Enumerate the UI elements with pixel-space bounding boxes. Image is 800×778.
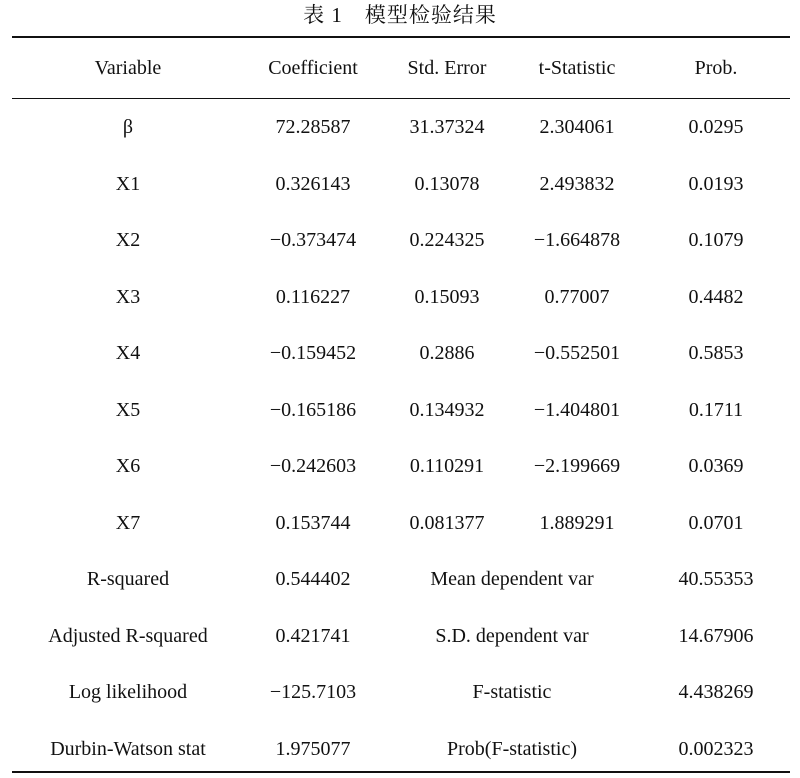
std-error-cell: 0.110291 (409, 455, 485, 478)
header-coefficient: Coefficient (268, 56, 358, 79)
t-statistic-cell: 2.304061 (539, 115, 615, 138)
t-statistic-cell: 2.493832 (539, 172, 615, 195)
stat-value: −125.7103 (269, 681, 357, 704)
variable-cell: X6 (115, 455, 141, 478)
variable-cell: X1 (115, 172, 141, 195)
table-row (12, 326, 790, 383)
table-row (12, 382, 790, 439)
header-std-error: Std. Error (407, 56, 487, 79)
std-error-cell: 0.2886 (419, 342, 475, 365)
coefficient-cell: −0.242603 (269, 455, 357, 478)
variable-cell: X2 (115, 229, 141, 252)
coefficient-cell: 0.153744 (275, 511, 351, 534)
header-prob: Prob. (694, 56, 738, 79)
stat-value-secondary: 40.55353 (678, 568, 754, 591)
prob-cell: 0.0295 (688, 115, 744, 138)
stat-label-secondary: F-statistic (472, 681, 552, 704)
t-statistic-cell: 0.77007 (544, 285, 610, 308)
prob-cell: 0.5853 (688, 342, 744, 365)
table-row (12, 495, 790, 552)
variable-cell: X4 (115, 342, 141, 365)
t-statistic-cell: −1.664878 (533, 229, 621, 252)
stat-value: 0.544402 (275, 568, 351, 591)
stat-label: Log likelihood (68, 681, 188, 704)
stat-label: Durbin-Watson stat (50, 737, 206, 760)
stat-value: 0.421741 (275, 624, 351, 647)
std-error-cell: 31.37324 (409, 115, 485, 138)
stat-label-secondary: S.D. dependent var (435, 624, 589, 647)
regression-results-table (12, 38, 790, 778)
std-error-cell: 0.13078 (414, 172, 480, 195)
variable-cell: X7 (115, 511, 141, 534)
stat-value-secondary: 4.438269 (678, 681, 754, 704)
coefficient-cell: 0.326143 (275, 172, 351, 195)
variable-cell: β (122, 115, 134, 138)
coefficient-cell: −0.159452 (269, 342, 357, 365)
header-t-statistic: t-Statistic (538, 56, 616, 79)
prob-cell: 0.1711 (688, 398, 744, 421)
table-row (12, 156, 790, 213)
stat-value: 1.975077 (275, 737, 351, 760)
coefficient-cell: −0.373474 (269, 229, 357, 252)
prob-cell: 0.0701 (688, 511, 744, 534)
t-statistic-cell: −2.199669 (533, 455, 621, 478)
coefficient-cell: 0.116227 (275, 285, 351, 308)
stats-row (12, 721, 790, 778)
std-error-cell: 0.081377 (409, 511, 485, 534)
stat-label: Adjusted R-squared (48, 624, 208, 647)
std-error-cell: 0.134932 (409, 398, 485, 421)
table-caption: 表 1 模型检验结果 (303, 3, 497, 27)
stat-value-secondary: 14.67906 (678, 624, 754, 647)
stats-row (12, 608, 790, 665)
table-row (12, 98, 790, 156)
header-row (12, 38, 790, 98)
t-statistic-cell: 1.889291 (539, 511, 615, 534)
std-error-cell: 0.224325 (409, 229, 485, 252)
coefficient-cell: −0.165186 (269, 398, 357, 421)
variable-cell: X3 (115, 285, 141, 308)
stat-value-secondary: 0.002323 (678, 737, 754, 760)
stat-label: R-squared (86, 568, 170, 591)
prob-cell: 0.0193 (688, 172, 744, 195)
t-statistic-cell: −0.552501 (533, 342, 621, 365)
variable-cell: X5 (115, 398, 141, 421)
prob-cell: 0.1079 (688, 229, 744, 252)
prob-cell: 0.0369 (688, 455, 744, 478)
stat-label-secondary: Prob(F-statistic) (447, 737, 577, 760)
table-row (12, 269, 790, 326)
stat-label-secondary: Mean dependent var (430, 568, 594, 591)
stats-row (12, 665, 790, 722)
table-row (12, 439, 790, 496)
stats-row (12, 552, 790, 609)
prob-cell: 0.4482 (688, 285, 744, 308)
t-statistic-cell: −1.404801 (533, 398, 621, 421)
coefficient-cell: 72.28587 (275, 115, 351, 138)
std-error-cell: 0.15093 (414, 285, 480, 308)
header-variable: Variable (94, 56, 162, 79)
table-row (12, 213, 790, 270)
